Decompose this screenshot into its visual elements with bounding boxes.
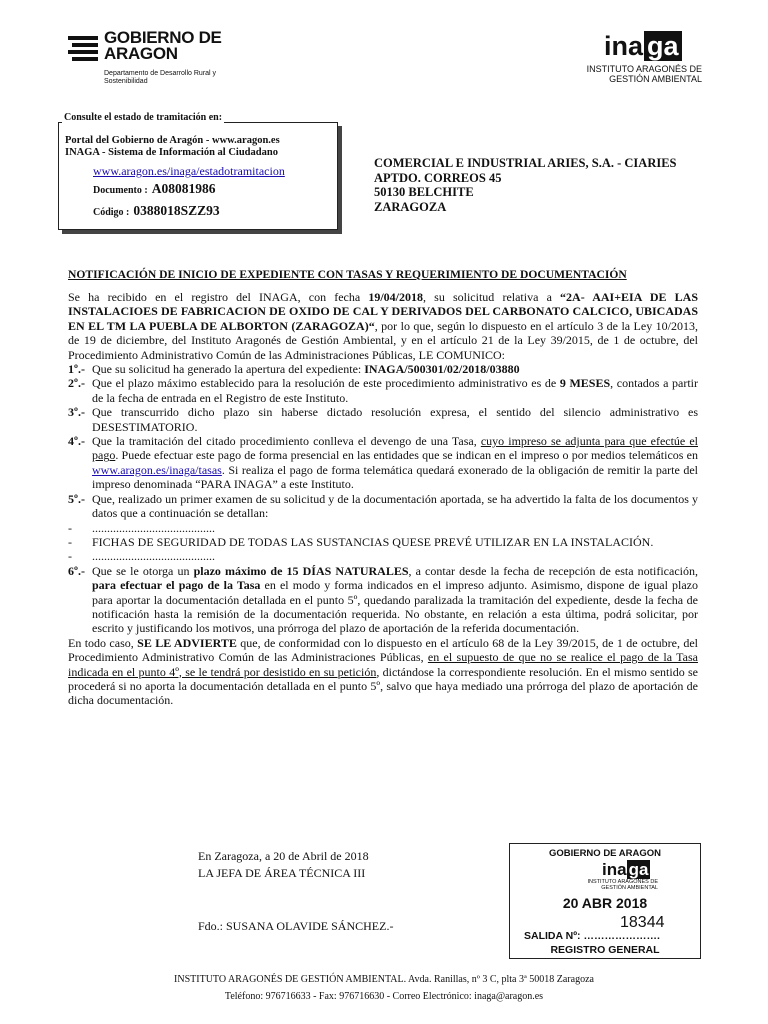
item-text (92, 434, 698, 492)
item4-text-c: . Puede efectuar este pago de forma presencial en las entidades que se indican en el impreso o por medios telemáticos en (115, 448, 698, 463)
intro-paragraph (68, 290, 698, 362)
documento-label: Documento : (93, 185, 148, 196)
item4-underlined: cuyo impreso se adjunta para que efectúe el pago (92, 434, 698, 463)
inaga-full-name-line1: INSTITUTO ARAGONÉS DE (586, 64, 702, 74)
place-date: En Zaragoza, a 20 de Abril de 2018 (198, 849, 369, 863)
signer-role: LA JEFA DE ÁREA TÉCNICA III (198, 866, 366, 880)
item-text: Que transcurrido dicho plazo sin haberse dictado resolución expresa, el sentido del silencio administrativo es DESESTIMATORIO. (92, 405, 698, 434)
item-text (92, 362, 698, 376)
inaga-wordmark-plain: ina (604, 31, 644, 61)
address-line2: APTDO. CORREOS 45 (374, 170, 502, 185)
item-number: 3º.- (68, 405, 85, 420)
documento-value: A08081986 (151, 181, 216, 196)
intro-text-a: Se ha recibido en el registro del INAGA, con fecha (68, 290, 369, 304)
list-item-5 (68, 492, 698, 521)
item4-text-a: Que la tramitación del citado procedimiento conlleva el devengo de una Tasa, (92, 434, 481, 449)
missing-doc-placeholder-2 (68, 549, 698, 563)
item2-text-a: Que el plazo máximo establecido para la resolución de este procedimiento administrativo es de (92, 376, 560, 391)
stamp-date: 20 ABR 2018 (562, 895, 648, 911)
plazo-meses: 9 MESES (559, 376, 611, 391)
dash-bullet: - (68, 520, 72, 535)
footer-contact: Teléfono: 976716633 - Fax: 976716630 - Correo Electrónico: inaga@aragon.es (224, 991, 544, 1002)
document-body (68, 290, 698, 708)
stamp-inaga-wordmark (602, 860, 650, 880)
list-item-3 (68, 405, 698, 434)
gobierno-aragon-department: Departamento de Desarrollo Rural y Sostenibilidad (104, 70, 217, 85)
codigo-label: Código : (93, 207, 130, 218)
codigo-value: 0388018SZZ93 (133, 203, 220, 218)
intro-date: 19/04/2018 (368, 290, 424, 304)
stamp-inaga-subtitle (558, 879, 658, 891)
list-item-2 (68, 376, 698, 405)
item-text (92, 564, 698, 636)
stamp-subtitle-line2: GESTIÓN AMBIENTAL (601, 885, 658, 891)
dotted-placeholder: ......................................... (92, 520, 215, 535)
closing-paragraph (68, 636, 698, 708)
item-text: Que, realizado un primer examen de su solicitud y de la documentación aportada, se ha advertido la falta de los documentos y datos que a continuación se detallan: (92, 491, 698, 521)
registro-stamp (509, 843, 701, 959)
footer-address: INSTITUTO ARAGONÉS DE GESTIÓN AMBIENTAL. Avda. Ranillas, nº 3 C, plta 3ª 50018 Zaragoza (174, 974, 594, 985)
gobierno-aragon-name: GOBIERNO DE ARAGON (104, 28, 222, 63)
dash-bullet: - (68, 534, 72, 549)
closing-text-a: En todo caso, (68, 635, 138, 650)
dotted-placeholder: ......................................... (92, 549, 215, 564)
se-le-advierte: SE LE ADVIERTE (137, 635, 237, 650)
inaga-wordmark (604, 32, 700, 62)
consult-inaga-line: INAGA - Sistema de Información al Ciudadano (65, 147, 278, 158)
inaga-wordmark-boxed: ga (644, 31, 682, 61)
intro-text-c: , por lo que, según lo dispuesto en el artículo 3 de la Ley 10/2013, de 19 de diciembre, del Instituto Aragonés de Gestión Ambiental, y en el artículo 21 de la Ley 39/2015, de 1 de octubre, del Procedimiento Administrativo Común de las Administraciones Públicas, LE COMUNICO: (68, 318, 699, 362)
item6-text-e: en el modo y forma indicados en el impreso adjunto. Asimismo, dispone de igual plazo para aportar la documentación detallada en el punto 5º, quedando paralizada la tramitación del expediente, desde la fecha de notificación hasta la remisión de la documentación requerida. No obstante, en relación a esta última, podrá solicitar, por escrito y justificando los motivos, una prórroga del plazo de aportación de la referida documentación. (92, 578, 698, 636)
item1-text: Que su solicitud ha generado la apertura del expediente: (92, 362, 365, 377)
stamp-header: GOBIERNO DE ARAGON (548, 848, 662, 859)
estado-tramitacion-link[interactable]: www.aragon.es/inaga/estadotramitacion (93, 164, 285, 178)
intro-text-b: , su solicitud relativa a (423, 290, 561, 304)
item6-text-a: Que se le otorga un (92, 563, 194, 578)
consult-portal-line: Portal del Gobierno de Aragón - www.aragon.es (65, 135, 280, 146)
list-item-4 (68, 434, 698, 492)
recipient-address (374, 156, 677, 214)
missing-doc-text: FICHAS DE SEGURIDAD DE TODAS LAS SUSTANCIAS QUESE PREVÉ UTILIZAR EN LA INSTALACIÓN. (92, 534, 654, 549)
closing-underlined: en el supuesto de que no se realice el pago de la Tasa indicada en el punto 4º, se le tendrá por desistido en su petición (68, 650, 698, 679)
documento-row (93, 181, 215, 197)
gobierno-aragon-emblem-icon (68, 34, 98, 64)
pago-tasa: para efectuar el pago de la Tasa (92, 578, 261, 593)
address-line3: 50130 BELCHITE (374, 185, 474, 199)
item2-text-c: , contados a partir de la fecha de entrada en el Registro de este Instituto. (92, 376, 699, 405)
stamp-registro: REGISTRO GENERAL (550, 944, 660, 956)
item-number: 1º.- (68, 362, 85, 377)
closing-text-c: que, de conformidad con lo dispuesto en el artículo 68 de la Ley 39/2015, de 1 de octubre, del Procedimiento Administrativo Común de las Administraciones Públicas, (68, 635, 698, 665)
missing-doc-placeholder-1 (68, 521, 698, 535)
item-number: 6º.- (68, 563, 85, 578)
address-line4: ZARAGOZA (374, 199, 447, 214)
missing-doc-fichas (68, 535, 698, 549)
item-number: 5º.- (68, 491, 85, 506)
inaga-logo (526, 32, 702, 92)
dash-bullet: - (68, 549, 72, 564)
expediente-number: INAGA/500301/02/2018/03880 (364, 362, 520, 377)
consult-status-box (58, 122, 338, 230)
plazo-15-dias: plazo máximo de 15 DÍAS NATURALES (193, 563, 409, 578)
gobierno-aragon-logo (68, 30, 238, 90)
codigo-row (93, 203, 220, 219)
item6-text-c: , a contar desde la fecha de recepción de esta notificación, (408, 563, 698, 578)
item-number: 4º.- (68, 434, 85, 449)
inaga-full-name (526, 64, 702, 84)
stamp-wordmark-boxed: ga (628, 860, 649, 879)
inaga-full-name-line2: GESTIÓN AMBIENTAL (609, 74, 702, 84)
intro-subject: “2A- AAI+EIA DE LAS INSTALACIOES DE FABRICACION DE OXIDO DE CAL Y DERIVADOS DEL CARBONATO CALCICO, UBICADAS EN EL TM LA PUEBLA DE ALBORTON (ZARAGOZA)“ (68, 290, 699, 333)
stamp-salida: SALIDA Nº: …………………. (524, 930, 660, 942)
signature-block (198, 848, 369, 882)
signer-name: Fdo.: SUSANA OLAVIDE SÁNCHEZ.- (198, 919, 394, 933)
item-number: 2º.- (68, 376, 85, 391)
stamp-number: 18344 (620, 914, 665, 931)
list-item-1 (68, 362, 698, 376)
stamp-subtitle-line1: INSTITUTO ARAGONÉS DE (587, 879, 658, 885)
stamp-wordmark-plain: ina (602, 860, 627, 879)
consult-box-title: Consulte el estado de tramitación en: (64, 112, 223, 123)
stamp-inaga-logo (558, 860, 658, 891)
item4-text-d: . Si realiza el pago de forma telemática quedará exonerado de la obligación de remitir la parte del impreso denominada “PARA INAGA” a este Instituto. (92, 462, 698, 492)
item-text (92, 376, 698, 405)
list-item-6 (68, 564, 698, 636)
address-line1: COMERCIAL E INDUSTRIAL ARIES, S.A. - CIARIES (374, 156, 677, 170)
tasas-link[interactable]: www.aragon.es/inaga/tasas (92, 462, 222, 477)
document-title: NOTIFICACIÓN DE INICIO DE EXPEDIENTE CON TASAS Y REQUERIMIENTO DE DOCUMENTACIÓN (68, 268, 627, 281)
closing-text-e: , dictándose la correspondiente resolución. En el mismo sentido se procederá si no aporta la documentación detallada en el punto 5º, salvo que haya mediado una prórroga del plazo de aportación de dicha documentación. (68, 664, 699, 708)
